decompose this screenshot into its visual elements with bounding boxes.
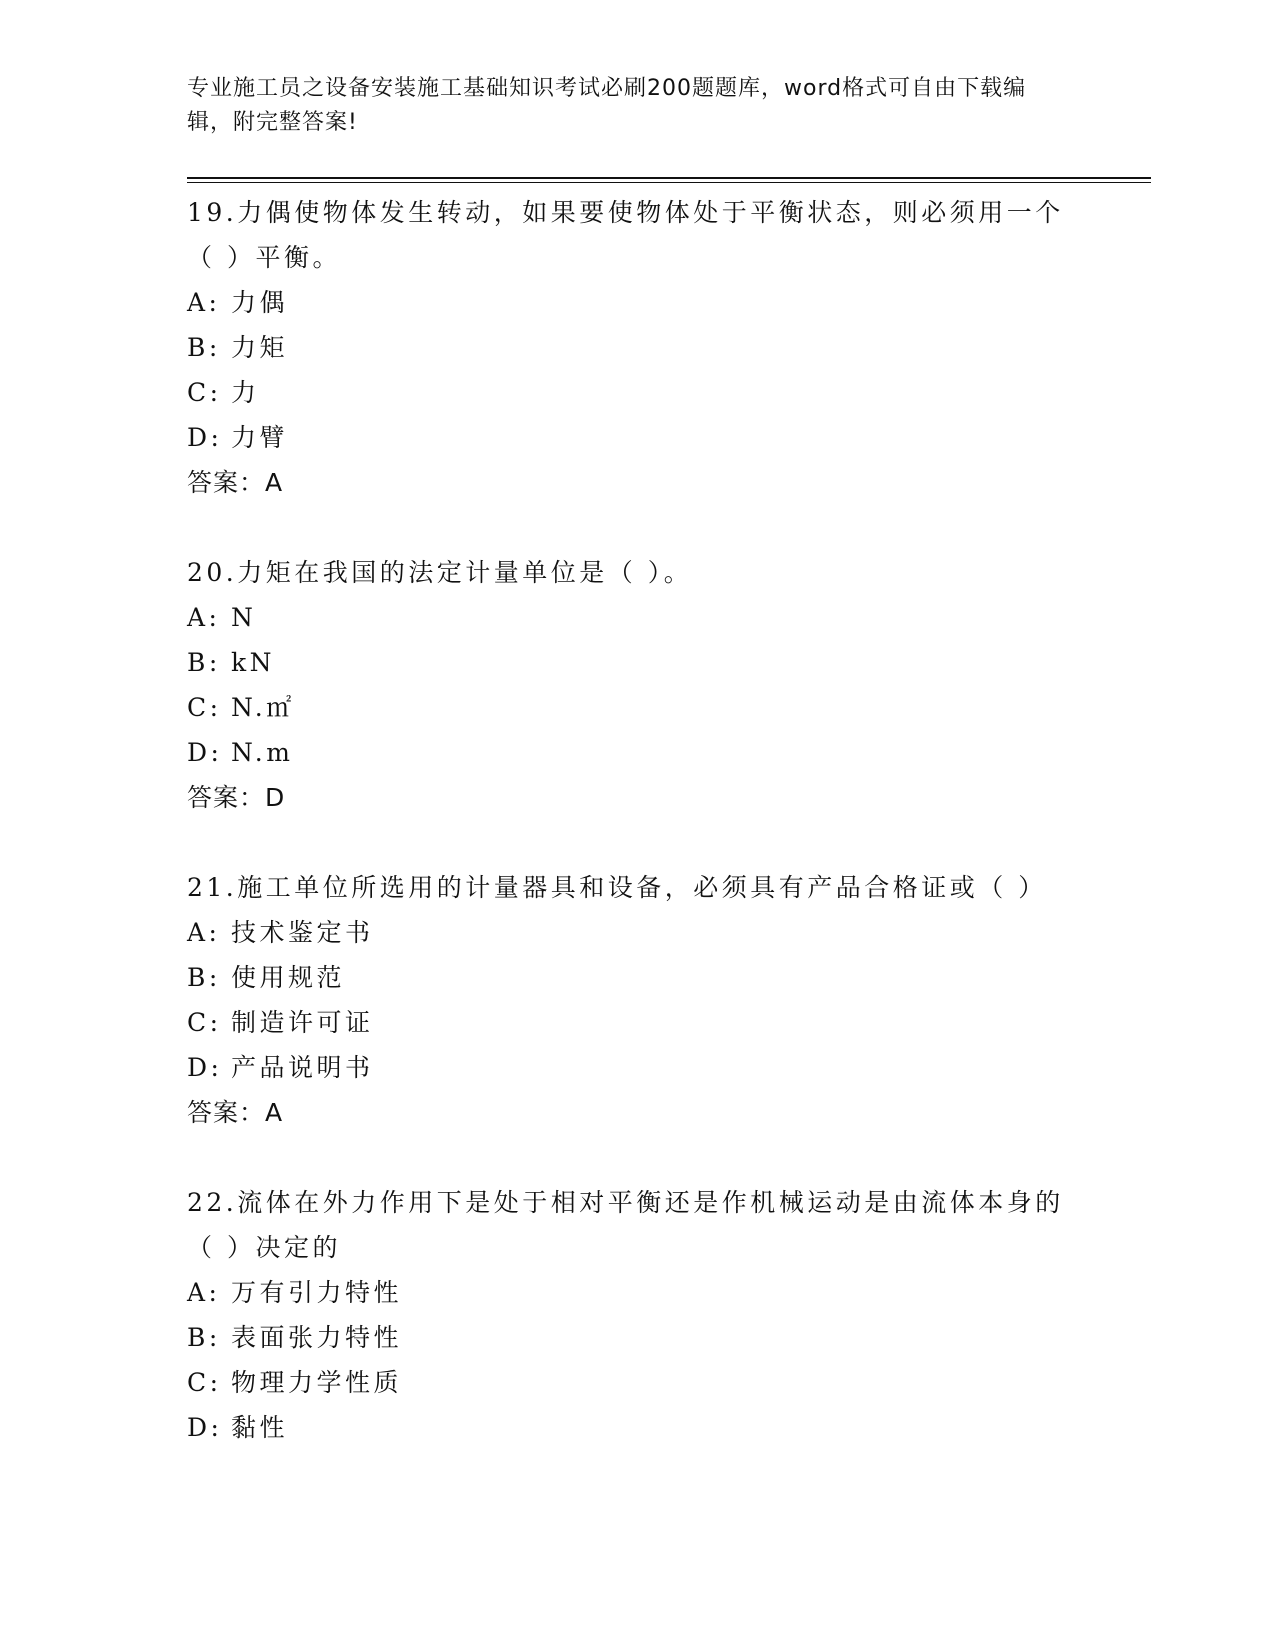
option-text: 表面张力特性	[231, 1323, 403, 1352]
option-b	[187, 1315, 1087, 1360]
option-b	[187, 325, 1087, 370]
question-text: 21.施工单位所选用的计量器具和设备，必须具有产品合格证或（ ）	[187, 873, 1047, 902]
answer-line: 答案：A	[187, 1098, 284, 1127]
option-text: 物理力学性质	[231, 1368, 403, 1397]
option-text: N.m	[231, 738, 294, 767]
question-19	[187, 190, 1087, 505]
option-text: 力	[231, 378, 260, 407]
question-text: 22.流体在外力作用下是处于相对平衡还是作机械运动是由流体本身的（ ）决定的	[187, 1188, 1064, 1262]
option-key: B:	[187, 648, 221, 677]
question-text: 19.力偶使物体发生转动，如果要使物体处于平衡状态，则必须用一个（ ）平衡。	[187, 198, 1064, 272]
option-c	[187, 1360, 1087, 1405]
document-header: 专业施工员之设备安装施工基础知识考试必刷200题题库，word格式可自由下载编辑，附完整答案!	[187, 76, 1027, 135]
option-key: A:	[187, 288, 221, 317]
option-key: B:	[187, 1323, 221, 1352]
option-key: A:	[187, 603, 221, 632]
option-c	[187, 370, 1087, 415]
option-text: 技术鉴定书	[231, 918, 374, 947]
option-text: 力矩	[231, 333, 289, 362]
option-a	[187, 595, 1087, 640]
option-key: C:	[187, 693, 222, 722]
question-text: 20.力矩在我国的法定计量单位是（ ）。	[187, 558, 693, 587]
question-22	[187, 1180, 1087, 1450]
option-d	[187, 1045, 1087, 1090]
option-key: C:	[187, 378, 222, 407]
option-key: B:	[187, 333, 221, 362]
answer-line: 答案：D	[187, 783, 286, 812]
option-text: N	[231, 603, 257, 632]
question-spacer	[187, 820, 1087, 865]
option-text: N.㎡	[231, 693, 295, 722]
option-key: A:	[187, 1278, 221, 1307]
option-key: C:	[187, 1008, 222, 1037]
option-text: kN	[231, 648, 276, 677]
answer-line: 答案：A	[187, 468, 284, 497]
option-key: D:	[187, 738, 223, 767]
option-text: 力臂	[231, 423, 289, 452]
question-20	[187, 550, 1087, 820]
option-b	[187, 955, 1087, 1000]
option-text: 万有引力特性	[231, 1278, 403, 1307]
option-c	[187, 685, 1087, 730]
option-d	[187, 1405, 1087, 1450]
option-text: 黏性	[231, 1413, 289, 1442]
option-key: D:	[187, 423, 223, 452]
option-a	[187, 280, 1087, 325]
option-key: D:	[187, 1053, 223, 1082]
header-rule-thick	[187, 177, 1151, 179]
question-21	[187, 865, 1087, 1135]
option-text: 使用规范	[231, 963, 346, 992]
option-d	[187, 730, 1087, 775]
option-d	[187, 415, 1087, 460]
option-c	[187, 1000, 1087, 1045]
question-spacer	[187, 505, 1087, 550]
option-a	[187, 910, 1087, 955]
option-text: 力偶	[231, 288, 289, 317]
header-rule-thin	[187, 182, 1151, 183]
option-key: D:	[187, 1413, 223, 1442]
option-text: 制造许可证	[231, 1008, 374, 1037]
option-key: B:	[187, 963, 221, 992]
option-a	[187, 1270, 1087, 1315]
option-key: C:	[187, 1368, 222, 1397]
option-b	[187, 640, 1087, 685]
option-key: A:	[187, 918, 221, 947]
question-spacer	[187, 1135, 1087, 1180]
option-text: 产品说明书	[231, 1053, 374, 1082]
question-list	[187, 190, 1087, 1450]
